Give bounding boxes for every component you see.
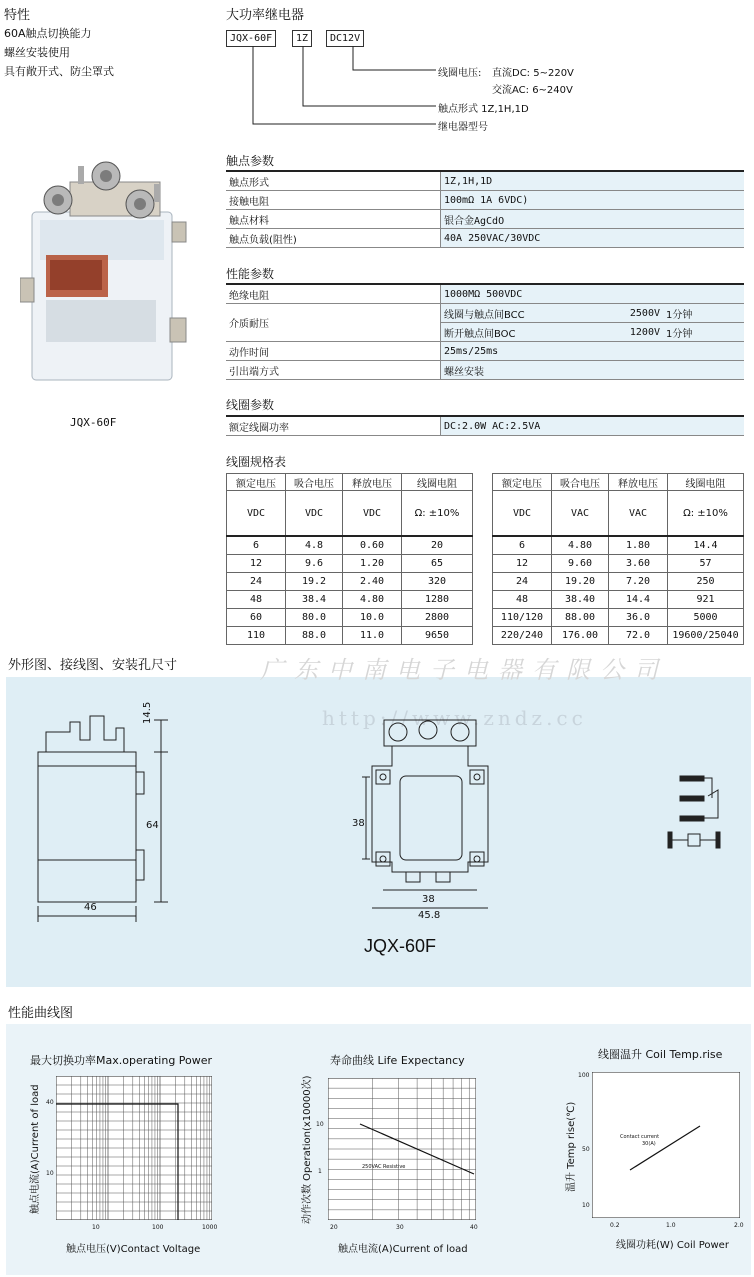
table-cell: 11.0 [343, 627, 402, 645]
param-key: 触点负载(阻性) [226, 229, 441, 248]
coil-spec-ac-table [492, 473, 744, 645]
table-row [493, 536, 744, 555]
dc-voltage-range: 直流DC: 5~220V [492, 68, 574, 79]
param-key: 动作时间 [226, 342, 441, 361]
table-cell: 14.4 [609, 591, 668, 609]
x-tick: 10 [92, 1224, 100, 1231]
param-key: 绝缘电阻 [226, 284, 441, 304]
table-cell: 1.20 [343, 555, 402, 573]
feature-item: 螺丝安装使用 [4, 46, 70, 59]
table-cell: 38.4 [286, 591, 343, 609]
table-cell: 9.6 [286, 555, 343, 573]
product-title: 大功率继电器 [226, 8, 305, 23]
contact-form-line: 触点形式 1Z,1H,1D [438, 104, 529, 115]
column-unit: Ω: ±10% [668, 491, 744, 537]
table-cell: 80.0 [286, 609, 343, 627]
table-row [226, 416, 744, 436]
url-watermark: http://www.zndz.cc [322, 706, 587, 730]
table-cell: 4.8 [286, 536, 343, 555]
table-cell: 921 [668, 591, 744, 609]
dielectric-voltage: 1200V [597, 323, 663, 342]
column-unit: VDC [493, 491, 552, 537]
x-tick: 2.0 [734, 1222, 744, 1229]
dielectric-item: 线圈与触点间BCC [441, 304, 598, 323]
dim-side-height: 64 [146, 820, 159, 831]
y-tick: 40 [46, 1099, 54, 1106]
param-value: 40A 250VAC/30VDC [441, 229, 745, 248]
coil-spec-dc-table [226, 473, 473, 645]
param-value: 100mΩ 1A 6VDC) [441, 191, 745, 210]
param-key: 引出端方式 [226, 361, 441, 380]
dim-side-width: 46 [84, 902, 97, 913]
table-cell: 19.20 [552, 573, 609, 591]
table-cell: 60 [227, 609, 286, 627]
table-cell: 72.0 [609, 627, 668, 645]
table-cell: 6 [227, 536, 286, 555]
dim-side-top: 14.5 [142, 701, 153, 724]
temp-ylabel: 温升 Temp rise(℃) [566, 1101, 577, 1192]
table-row [227, 573, 473, 591]
table-row [226, 304, 744, 323]
table-row [493, 627, 744, 645]
table-cell: 19.2 [286, 573, 343, 591]
table-row [226, 210, 744, 229]
column-unit: VDC [343, 491, 402, 537]
table-cell: 10.0 [343, 609, 402, 627]
temp-chart [592, 1072, 740, 1218]
table-cell: 24 [227, 573, 286, 591]
table-cell: 176.00 [552, 627, 609, 645]
y-tick: 10 [316, 1121, 324, 1128]
dim-front-hole-spacing: 38 [422, 894, 435, 905]
dim-front-height: 38 [352, 818, 365, 829]
param-key: 触点材料 [226, 210, 441, 229]
temp-title: 线圈温升 Coil Temp.rise [598, 1048, 723, 1061]
table-cell: 7.20 [609, 573, 668, 591]
x-tick: 100 [152, 1224, 164, 1231]
column-unit: Ω: ±10% [402, 491, 473, 537]
x-tick: 1000 [202, 1224, 218, 1231]
table-cell: 9.60 [552, 555, 609, 573]
temp-annotation-2: 30(A) [642, 1141, 656, 1147]
y-tick: 100 [578, 1072, 590, 1079]
column-header: 额定电压 [493, 474, 552, 491]
table-row [493, 591, 744, 609]
column-header: 线圈电阻 [402, 474, 473, 491]
contact-params-table [226, 170, 744, 248]
table-row [226, 191, 744, 210]
table-cell: 220/240 [493, 627, 552, 645]
column-unit: VAC [552, 491, 609, 537]
column-header: 吸合电压 [286, 474, 343, 491]
x-tick: 20 [330, 1224, 338, 1231]
code-coil-voltage: DC12V [326, 30, 364, 47]
coil-params-table [226, 415, 744, 436]
column-header: 释放电压 [609, 474, 668, 491]
param-value: 银合金AgCdO [441, 210, 745, 229]
photo-caption: JQX-60F [70, 416, 117, 429]
table-cell: 4.80 [343, 591, 402, 609]
performance-params-table [226, 283, 744, 380]
performance-params-title: 性能参数 [226, 267, 275, 281]
table-cell: 0.60 [343, 536, 402, 555]
table-row [227, 627, 473, 645]
table-cell: 5000 [668, 609, 744, 627]
life-xlabel: 触点电流(A)Current of load [338, 1244, 468, 1255]
param-key: 额定线圈功率 [226, 416, 441, 436]
table-cell: 48 [227, 591, 286, 609]
max-power-ylabel: 触点电流(A)Current of load [30, 1084, 41, 1214]
dielectric-duration: 1分钟 [663, 323, 744, 342]
side-view-drawing [20, 710, 170, 925]
param-value: 1Z,1H,1D [441, 171, 745, 191]
max-power-xlabel: 触点电压(V)Contact Voltage [66, 1244, 201, 1255]
x-tick: 0.2 [610, 1222, 620, 1229]
table-row [226, 171, 744, 191]
param-value: DC:2.0W AC:2.5VA [441, 416, 745, 436]
x-tick: 40 [470, 1224, 478, 1231]
feature-item: 60A触点切换能力 [4, 27, 92, 40]
max-power-chart [56, 1076, 212, 1220]
table-row [227, 555, 473, 573]
table-cell: 4.80 [552, 536, 609, 555]
company-watermark: 广东中南电子电器有限公司 [260, 656, 668, 684]
coil-voltage-label: 线圈电压: [438, 68, 482, 79]
param-value: 螺丝安装 [441, 361, 745, 380]
table-cell: 9650 [402, 627, 473, 645]
table-row [226, 229, 744, 248]
dielectric-voltage: 2500V [597, 304, 663, 323]
table-cell: 110/120 [493, 609, 552, 627]
table-cell: 88.00 [552, 609, 609, 627]
table-cell: 19600/25040 [668, 627, 744, 645]
column-unit: VDC [286, 491, 343, 537]
features-list [4, 24, 114, 81]
x-tick: 30 [396, 1224, 404, 1231]
column-header: 线圈电阻 [668, 474, 744, 491]
x-tick: 1.0 [666, 1222, 676, 1229]
dim-front-width: 45.8 [418, 910, 441, 921]
y-tick: 10 [46, 1170, 54, 1177]
table-cell: 320 [402, 573, 473, 591]
life-annotation: 250VAC Resistive [362, 1164, 406, 1170]
column-header: 吸合电压 [552, 474, 609, 491]
param-key: 介质耐压 [226, 304, 441, 342]
table-row [493, 609, 744, 627]
dimensions-title: 外形图、接线图、安装孔尺寸 [8, 658, 178, 673]
table-cell: 12 [493, 555, 552, 573]
table-row [227, 591, 473, 609]
contact-params-title: 触点参数 [226, 154, 275, 168]
table-cell: 3.60 [609, 555, 668, 573]
table-cell: 2800 [402, 609, 473, 627]
y-tick: 1 [318, 1168, 322, 1175]
column-unit: VDC [227, 491, 286, 537]
features-title: 特性 [4, 8, 31, 23]
ac-voltage-range: 交流AC: 6~240V [492, 85, 573, 96]
param-value: 25ms/25ms [441, 342, 745, 361]
table-cell: 12 [227, 555, 286, 573]
temp-xlabel: 线圈功耗(W) Coil Power [616, 1240, 729, 1251]
table-cell: 1280 [402, 591, 473, 609]
code-model: JQX-60F [226, 30, 276, 47]
max-power-title: 最大切换功率Max.operating Power [30, 1054, 213, 1067]
param-key: 接触电阻 [226, 191, 441, 210]
coil-spec-title: 线圈规格表 [226, 455, 287, 469]
feature-item: 具有敞开式、防尘罩式 [4, 65, 114, 78]
table-row [227, 536, 473, 555]
table-cell: 88.0 [286, 627, 343, 645]
relay-photo [20, 160, 190, 385]
temp-annotation-1: Contact current [620, 1134, 660, 1140]
column-header: 额定电压 [227, 474, 286, 491]
param-value: 1000MΩ 500VDC [441, 284, 745, 304]
table-cell: 38.40 [552, 591, 609, 609]
life-ylabel: 动作次数 Operation(x10000次) [302, 1075, 313, 1224]
table-cell: 36.0 [609, 609, 668, 627]
table-cell: 48 [493, 591, 552, 609]
column-header: 释放电压 [343, 474, 402, 491]
coil-params-title: 线圈参数 [226, 398, 275, 412]
curves-title: 性能曲线图 [8, 1006, 74, 1021]
front-view-drawing [348, 712, 498, 922]
table-cell: 14.4 [668, 536, 744, 555]
dielectric-duration: 1分钟 [663, 304, 744, 323]
y-tick: 10 [582, 1202, 590, 1209]
table-row [493, 555, 744, 573]
table-row [227, 609, 473, 627]
param-key: 触点形式 [226, 171, 441, 191]
code-leader-lines [226, 46, 446, 128]
dielectric-item: 断开触点间BOC [441, 323, 598, 342]
table-row [493, 573, 744, 591]
y-tick: 50 [582, 1146, 590, 1153]
column-unit: VAC [609, 491, 668, 537]
table-cell: 57 [668, 555, 744, 573]
table-cell: 1.80 [609, 536, 668, 555]
wiring-diagram [666, 770, 726, 854]
table-cell: 2.40 [343, 573, 402, 591]
table-cell: 110 [227, 627, 286, 645]
table-cell: 24 [493, 573, 552, 591]
table-cell: 65 [402, 555, 473, 573]
table-cell: 6 [493, 536, 552, 555]
table-cell: 250 [668, 573, 744, 591]
table-row [226, 361, 744, 380]
table-cell: 20 [402, 536, 473, 555]
relay-model-line: 继电器型号 [438, 122, 488, 133]
table-row [226, 342, 744, 361]
code-contact-form: 1Z [292, 30, 312, 47]
life-title: 寿命曲线 Life Expectancy [330, 1054, 465, 1067]
life-chart [328, 1078, 476, 1220]
table-row [226, 284, 744, 304]
drawing-model-label: JQX-60F [364, 936, 437, 956]
